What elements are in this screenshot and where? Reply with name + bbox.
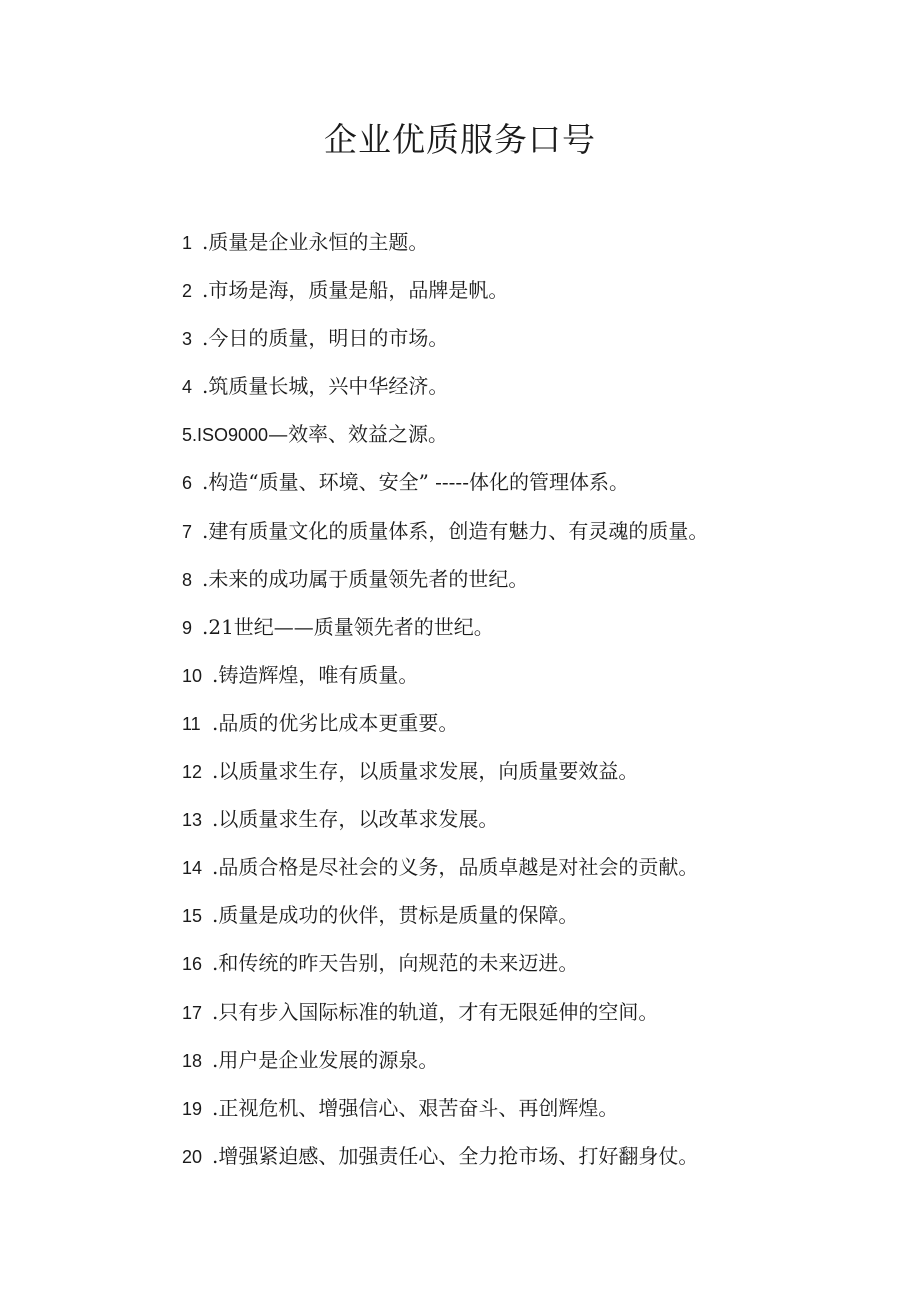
item-text: .未来的成功属于质量领先者的世纪。: [202, 566, 529, 591]
list-item: [182, 314, 882, 362]
list-item: [182, 218, 882, 266]
item-number: 14: [182, 858, 203, 879]
item-text: .正视危机、增强信心、艰苦奋斗、再创辉煌。: [212, 1095, 619, 1120]
item-text: .以质量求生存，以质量求发展，向质量要效益。: [212, 759, 639, 784]
list-item: [182, 1132, 882, 1180]
item-number: 18: [182, 1050, 203, 1071]
item-number: 4: [182, 377, 193, 398]
list-item: [182, 1084, 882, 1132]
item-number: 20: [182, 1146, 203, 1167]
item-text: .品质的优劣比成本更重要。: [212, 710, 459, 735]
item-number: 11: [182, 713, 201, 734]
list-item: [182, 458, 882, 506]
item-text: .21世纪——质量领先者的世纪。: [202, 614, 494, 639]
list-item: [182, 362, 882, 410]
page-title: 企业优质服务口号: [324, 120, 596, 159]
item-text: .筑质量长城，兴中华经济。: [202, 374, 449, 399]
item-text: .市场是海，质量是船，品牌是帆。: [202, 278, 509, 303]
item-text: .以质量求生存，以改革求发展。: [212, 807, 499, 832]
list-item: [182, 891, 882, 939]
item-text: .和传统的昨天告别，向规范的未来迈进。: [212, 951, 579, 976]
list-item: [182, 795, 882, 843]
list-item: [182, 651, 882, 699]
item-text: —效率、效益之源。: [268, 422, 449, 447]
list-item: [182, 1036, 882, 1084]
item-number: 19: [182, 1098, 203, 1119]
list-item: [182, 266, 882, 314]
item-number: 5.ISO9000: [182, 425, 269, 446]
list-item: [182, 555, 882, 603]
item-text: .质量是企业永恒的主题。: [202, 230, 429, 254]
item-text: .质量是成功的伙伴，贯标是质量的保障。: [212, 903, 579, 928]
item-text: .增强紧迫感、加强责任心、全力抢市场、打好翻身仗。: [212, 1143, 699, 1168]
item-text: .品质合格是尽社会的义务，品质卓越是对社会的贡献。: [212, 855, 699, 880]
item-number: 8: [182, 569, 193, 590]
item-number: 6: [182, 473, 193, 494]
item-number: 12: [182, 762, 203, 783]
item-text: .构造“质量、环境、安全” -----体化的管理体系。: [202, 470, 629, 495]
item-number: 17: [182, 1002, 203, 1023]
item-text: .建有质量文化的质量体系，创造有魅力、有灵魂的质量。: [202, 518, 709, 543]
item-number: 2: [182, 281, 193, 302]
item-number: 16: [182, 954, 203, 975]
list-item: [182, 747, 882, 795]
item-number: 3: [182, 329, 193, 350]
list-item: [182, 699, 882, 747]
list-item: [182, 843, 882, 891]
list-item: [182, 988, 882, 1036]
item-text: .铸造辉煌，唯有质量。: [212, 662, 419, 687]
slogan-list: [182, 218, 882, 1180]
item-number: 9: [182, 617, 193, 638]
list-item: [182, 410, 882, 458]
item-number: 13: [182, 810, 203, 831]
item-number: 7: [182, 521, 193, 542]
item-number: 15: [182, 906, 203, 927]
list-item: [182, 507, 882, 555]
list-item: [182, 939, 882, 987]
list-item: [182, 603, 882, 651]
item-text: .只有步入国际标准的轨道，才有无限延伸的空间。: [212, 999, 659, 1024]
item-text: .用户是企业发展的源泉。: [212, 1047, 439, 1072]
item-text: .今日的质量，明日的市场。: [202, 326, 449, 351]
item-number: 1: [182, 233, 193, 253]
item-number: 10: [182, 665, 203, 686]
